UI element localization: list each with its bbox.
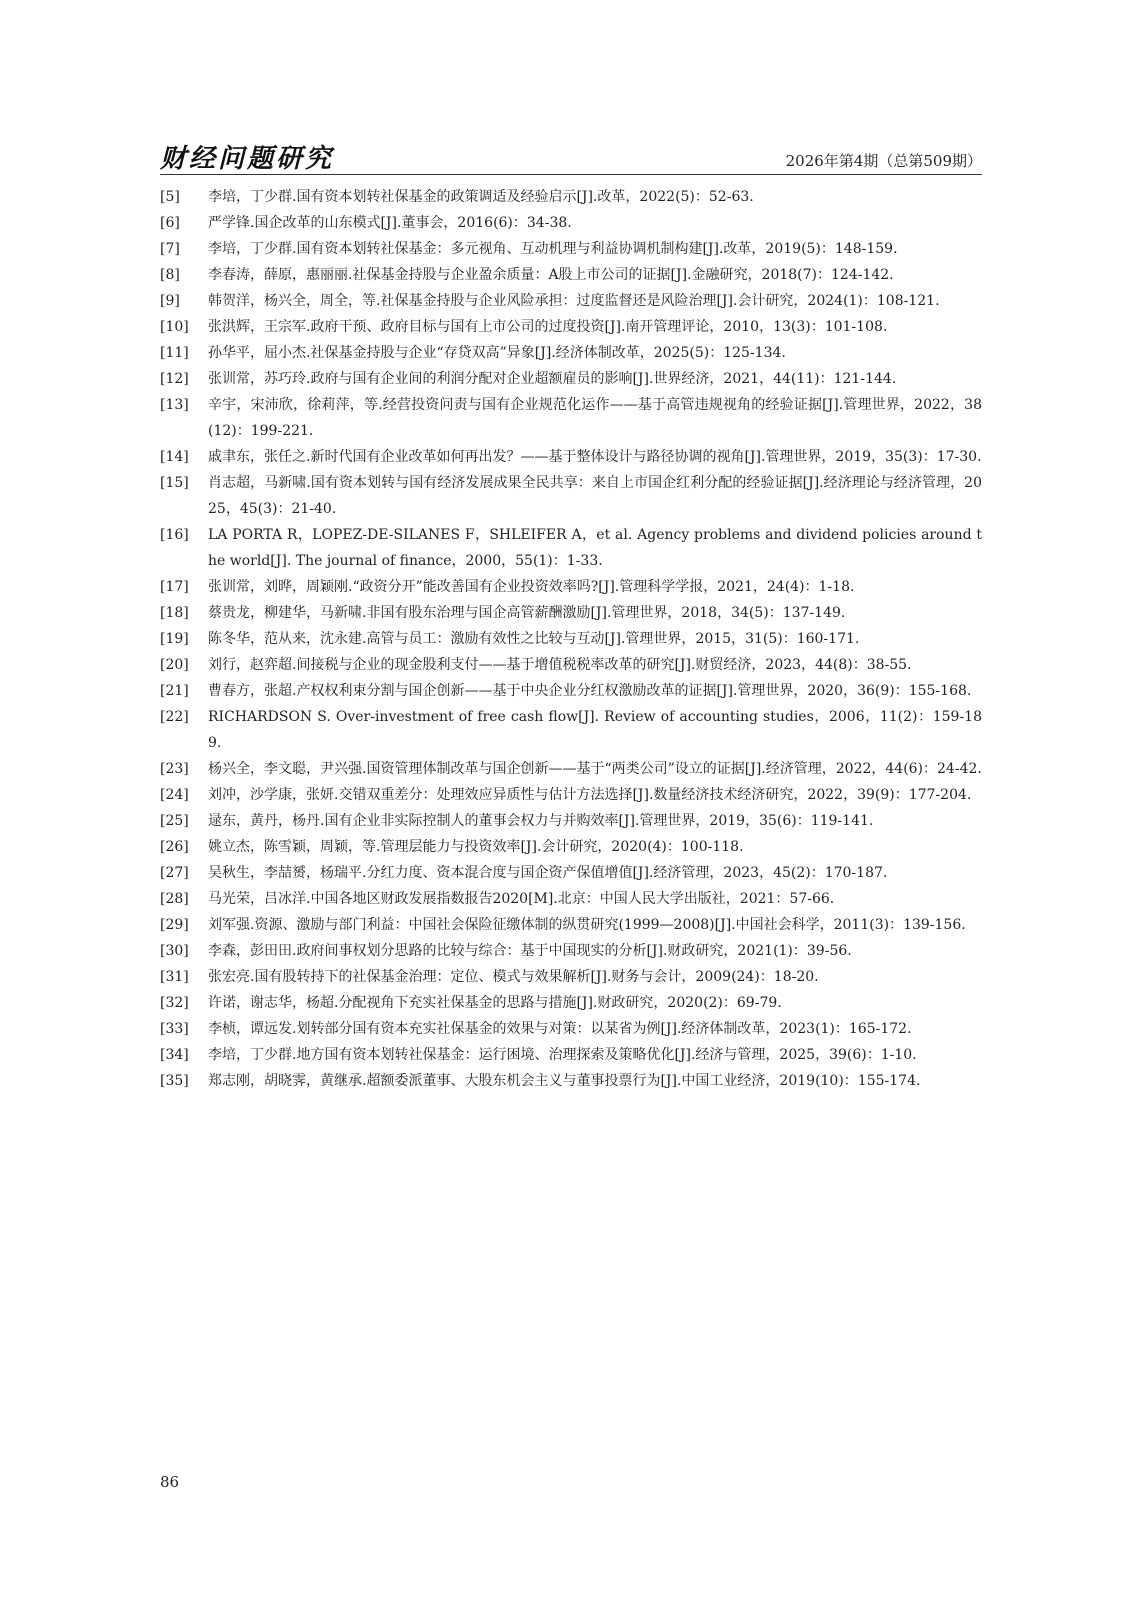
reference-number: [9] [160, 293, 180, 309]
reference-text: 肖志超，马新啸.国有资本划转与国有经济发展成果全民共享：来自上市国企红利分配的经验证据[J].经济理论与经济管理，2025，45(3)：21-40. [208, 475, 982, 517]
reference-number: [33] [160, 1021, 189, 1037]
reference-text: 张洪辉，王宗军.政府干预、政府目标与国有上市公司的过度投资[J].南开管理评论，2010，13(3)：101-108. [208, 319, 888, 335]
reference-number: [34] [160, 1047, 189, 1063]
reference-text: 李桢，谭远发.划转部分国有资本充实社保基金的效果与对策：以某省为例[J].经济体制改革，2023(1)：165-172. [208, 1021, 912, 1037]
reference-text: 蔡贵龙，柳建华，马新啸.非国有股东治理与国企高管薪酬激励[J].管理世界，2018，34(5)：137-149. [208, 605, 846, 621]
reference-item [160, 1016, 982, 1042]
reference-number: [35] [160, 1073, 189, 1089]
reference-text: 李森，彭田田.政府间事权划分思路的比较与综合：基于中国现实的分析[J].财政研究，2021(1)：39-56. [208, 943, 852, 959]
reference-text: 许诺，谢志华，杨超.分配视角下充实社保基金的思路与措施[J].财政研究，2020(2)：69-79. [208, 995, 782, 1011]
reference-number: [22] [160, 709, 189, 725]
reference-item [160, 210, 982, 236]
reference-text: 张宏亮.国有股转持下的社保基金治理：定位、模式与效果解析[J].财务与会计，2009(24)：18-20. [208, 969, 819, 985]
reference-number: [8] [160, 267, 180, 283]
reference-number: [12] [160, 371, 189, 387]
reference-text: 曹春方，张超.产权权利束分割与国企创新——基于中央企业分红权激励改革的证据[J].管理世界，2020，36(9)：155-168. [208, 683, 972, 699]
reference-text: 李培，丁少群.国有资本划转社保基金：多元视角、互动机理与利益协调机制构建[J].改革，2019(5)：148-159. [208, 241, 898, 257]
reference-item [160, 522, 982, 574]
reference-text: 郑志刚，胡晓霁，黄继承.超额委派董事、大股东机会主义与董事投票行为[J].中国工业经济，2019(10)：155-174. [208, 1073, 921, 1089]
reference-text: 戚聿东，张任之.新时代国有企业改革如何再出发？——基于整体设计与路径协调的视角[J].管理世界，2019，35(3)：17-30. [208, 449, 982, 465]
reference-number: [31] [160, 969, 189, 985]
reference-item [160, 574, 982, 600]
reference-number: [5] [160, 189, 180, 205]
reference-item [160, 990, 982, 1016]
reference-number: [13] [160, 397, 189, 413]
reference-text: 张训常，刘晔，周颖刚.“政资分开”能改善国有企业投资效率吗?[J].管理科学学报，2021，24(4)：1-18. [208, 579, 855, 595]
reference-item [160, 366, 982, 392]
reference-item [160, 444, 982, 470]
reference-item [160, 886, 982, 912]
reference-item [160, 184, 982, 210]
reference-list [160, 184, 982, 1094]
reference-item [160, 808, 982, 834]
reference-number: [19] [160, 631, 189, 647]
reference-number: [23] [160, 761, 189, 777]
reference-number: [15] [160, 475, 189, 491]
reference-number: [7] [160, 241, 180, 257]
reference-text: 刘行，赵弈超.间接税与企业的现金股利支付——基于增值税税率改革的研究[J].财贸经济，2023，44(8)：38-55. [208, 657, 912, 673]
reference-item [160, 626, 982, 652]
reference-item [160, 262, 982, 288]
reference-text: 吴秋生，李喆赟，杨瑞平.分红力度、资本混合度与国企资产保值增值[J].经济管理，2023，45(2)：170-187. [208, 865, 888, 881]
reference-number: [20] [160, 657, 189, 673]
reference-item [160, 860, 982, 886]
reference-number: [28] [160, 891, 189, 907]
reference-number: [14] [160, 449, 189, 465]
reference-text: 严学锋.国企改革的山东模式[J].董事会，2016(6)：34-38. [208, 215, 572, 231]
reference-number: [24] [160, 787, 189, 803]
reference-number: [26] [160, 839, 189, 855]
issue-info: 2026年第4期（总第509期） [785, 152, 982, 170]
reference-item [160, 782, 982, 808]
reference-text: 张训常，苏巧玲.政府与国有企业间的利润分配对企业超额雇员的影响[J].世界经济，2021，44(11)：121-144. [208, 371, 897, 387]
reference-text: 辛宇，宋沛欣，徐莉萍，等.经营投资问责与国有企业规范化运作——基于高管违规视角的经验证据[J].管理世界，2022，38(12)：199-221. [208, 397, 982, 439]
reference-number: [18] [160, 605, 189, 621]
reference-item [160, 756, 982, 782]
reference-text: 刘军强.资源、激励与部门利益：中国社会保险征缴体制的纵贯研究(1999—2008)[J].中国社会科学，2011(3)：139-156. [208, 917, 966, 933]
header-rule [160, 174, 982, 175]
reference-text: 杨兴全，李文聪，尹兴强.国资管理体制改革与国企创新——基于“两类公司”设立的证据[J].经济管理，2022，44(6)：24-42. [208, 761, 982, 777]
reference-number: [25] [160, 813, 189, 829]
reference-text: 刘冲，沙学康，张妍.交错双重差分：处理效应异质性与估计方法选择[J].数量经济技术经济研究，2022，39(9)：177-204. [208, 787, 972, 803]
reference-item [160, 834, 982, 860]
reference-item [160, 1068, 982, 1094]
reference-text: 马光荣，吕冰洋.中国各地区财政发展指数报告2020[M].北京：中国人民大学出版社，2021：57-66. [208, 891, 835, 907]
reference-item [160, 314, 982, 340]
reference-number: [16] [160, 527, 189, 543]
reference-number: [30] [160, 943, 189, 959]
reference-text: 韩贺洋，杨兴全，周全，等.社保基金持股与企业风险承担：过度监督还是风险治理[J].会计研究，2024(1)：108-121. [208, 293, 940, 309]
reference-text: 逯东，黄丹，杨丹.国有企业非实际控制人的董事会权力与并购效率[J].管理世界，2019，35(6)：119-141. [208, 813, 874, 829]
reference-item [160, 938, 982, 964]
reference-item [160, 704, 982, 756]
reference-item [160, 288, 982, 314]
reference-text: RICHARDSON S. Over-investment of free cash flow[J]. Review of accounting studies，2006，11(2)：159-189. [208, 709, 982, 751]
reference-number: [27] [160, 865, 189, 881]
reference-number: [21] [160, 683, 189, 699]
reference-item [160, 470, 982, 522]
reference-item [160, 678, 982, 704]
reference-text: LA PORTA R，LOPEZ-DE-SILANES F，SHLEIFER A，et al. Agency problems and dividend policies around the world[J]. The journal of finance，2000，55(1)：1-33. [208, 527, 982, 569]
page-number: 86 [160, 1473, 180, 1491]
reference-item [160, 392, 982, 444]
reference-item [160, 652, 982, 678]
reference-number: [11] [160, 345, 189, 361]
reference-item [160, 236, 982, 262]
page-header [160, 138, 982, 174]
reference-number: [17] [160, 579, 189, 595]
reference-item [160, 964, 982, 990]
reference-text: 陈冬华，范从来，沈永建.高管与员工：激励有效性之比较与互动[J].管理世界，2015，31(5)：160-171. [208, 631, 860, 647]
reference-text: 李培，丁少群.地方国有资本划转社保基金：运行困境、治理探索及策略优化[J].经济与管理，2025，39(6)：1-10. [208, 1047, 917, 1063]
reference-text: 孙华平，屈小杰.社保基金持股与企业“存贷双高”异象[J].经济体制改革，2025(5)：125-134. [208, 345, 786, 361]
reference-text: 李春涛，薛原，惠丽丽.社保基金持股与企业盈余质量：A股上市公司的证据[J].金融研究，2018(7)：124-142. [208, 267, 894, 283]
journal-logo: 财经问题研究 [160, 144, 335, 174]
reference-number: [29] [160, 917, 189, 933]
reference-item [160, 1042, 982, 1068]
reference-item [160, 912, 982, 938]
reference-text: 姚立杰，陈雪颖，周颖，等.管理层能力与投资效率[J].会计研究，2020(4)：100-118. [208, 839, 744, 855]
reference-number: [32] [160, 995, 189, 1011]
reference-item [160, 340, 982, 366]
reference-number: [6] [160, 215, 180, 231]
reference-item [160, 600, 982, 626]
reference-number: [10] [160, 319, 189, 335]
reference-text: 李培，丁少群.国有资本划转社保基金的政策调适及经验启示[J].改革，2022(5)：52-63. [208, 189, 754, 205]
